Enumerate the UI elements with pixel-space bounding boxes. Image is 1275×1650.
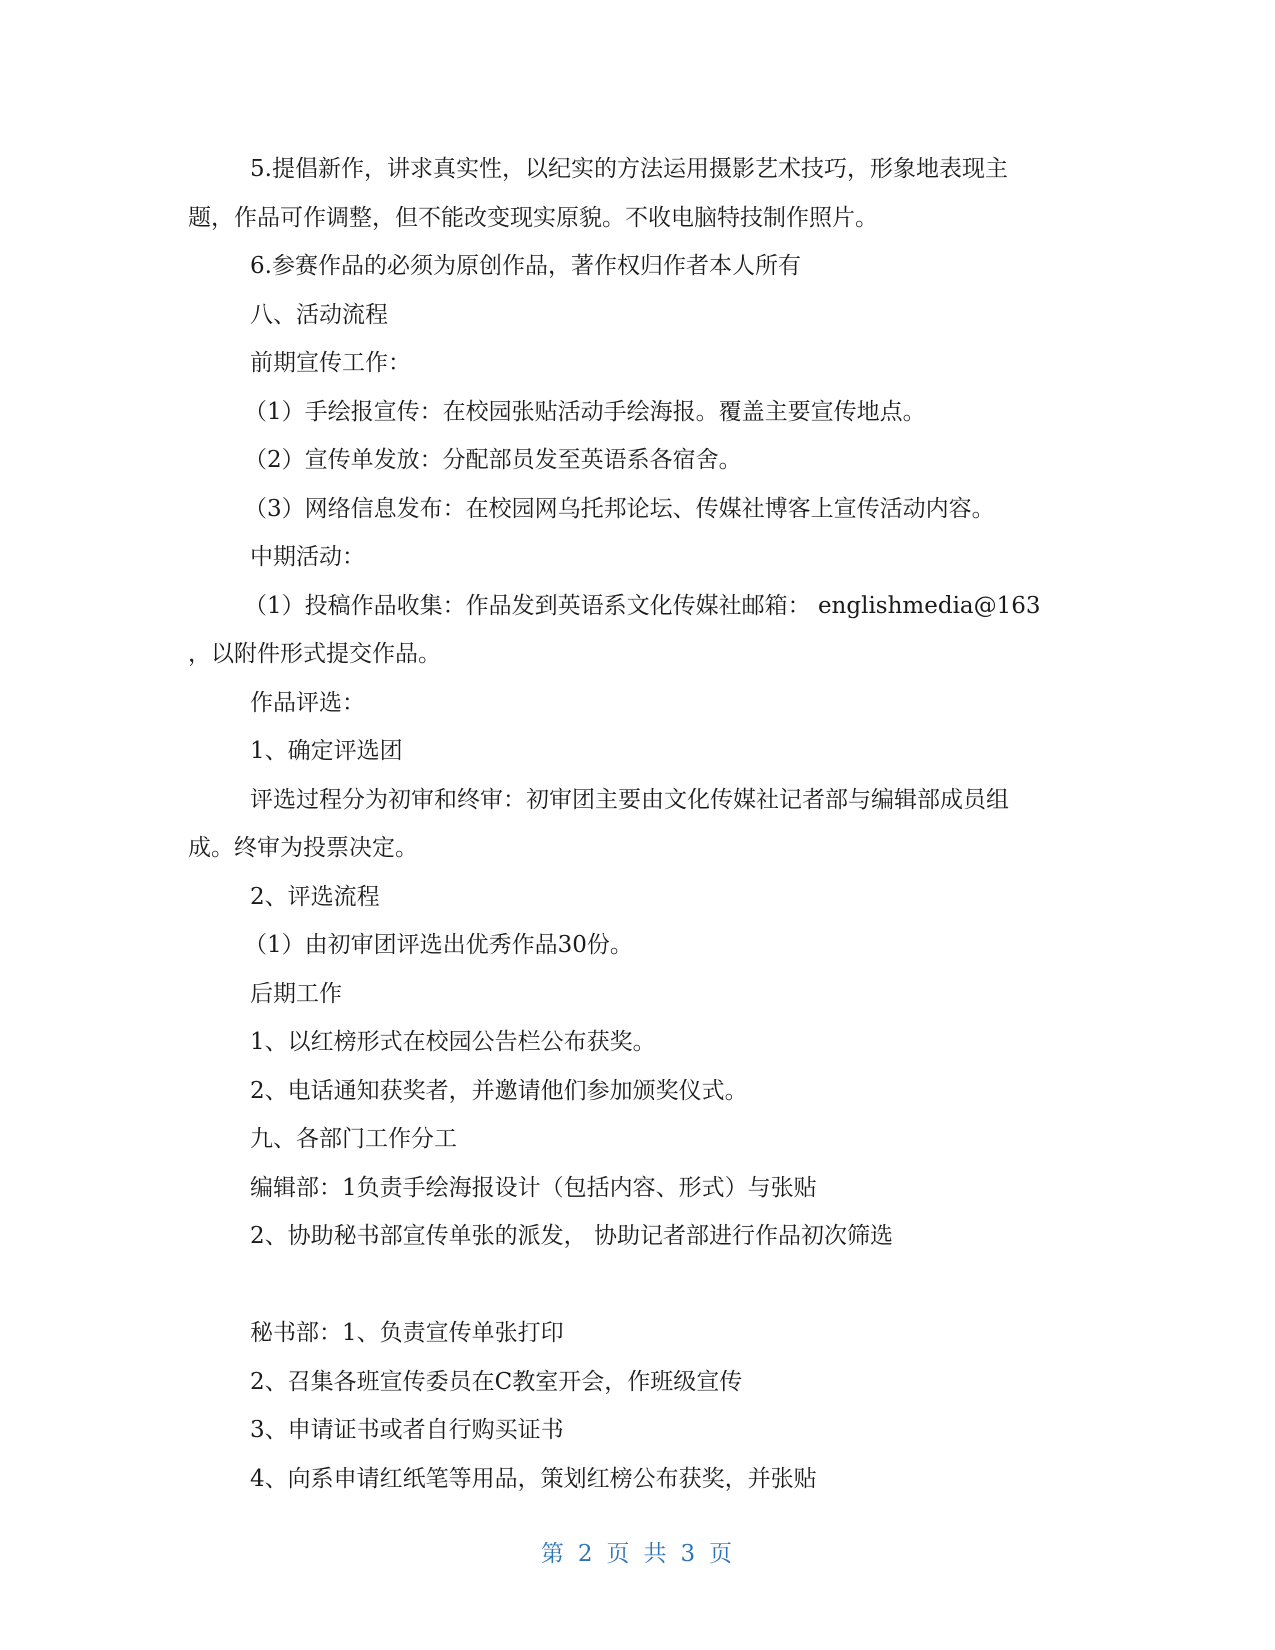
current-page-number: 2 bbox=[577, 1541, 595, 1567]
list-item: （3）网络信息发布：在校园网乌托邦论坛、传媒社博客上宣传活动内容。 bbox=[244, 495, 995, 522]
paragraph: 2、召集各班宣传委员在C教室开会，作班级宣传 bbox=[250, 1368, 743, 1395]
blank-line bbox=[188, 1261, 1073, 1310]
list-item: 1、以红榜形式在校园公告栏公布获奖。 bbox=[250, 1029, 656, 1055]
page-number-footer bbox=[0, 1535, 1275, 1568]
subsection-heading: 前期宣传工作： bbox=[250, 350, 411, 376]
list-item: 2、电话通知获奖者，并邀请他们参加颁奖仪式。 bbox=[250, 1077, 748, 1104]
list-item: 2、评选流程 bbox=[250, 883, 380, 910]
paragraph-continuation: 题，作品可作调整，但不能改变现实原貌。不收电脑特技制作照片。 bbox=[188, 204, 878, 231]
paragraph-continuation: ，以附件形式提交作品。 bbox=[188, 641, 441, 667]
document-body bbox=[188, 145, 1073, 1503]
list-item: （2）宣传单发放：分配部员发至英语系各宿舍。 bbox=[244, 447, 742, 473]
section-heading: 八、活动流程 bbox=[250, 301, 388, 328]
subsection-heading: 作品评选： bbox=[250, 689, 365, 716]
page-label-prefix: 第 bbox=[540, 1541, 566, 1567]
paragraph: 2、协助秘书部宣传单张的派发， 协助记者部进行作品初次筛选 bbox=[250, 1223, 893, 1249]
page-label-total-prefix: 共 bbox=[643, 1541, 669, 1567]
paragraph: 4、向系申请红纸笔等用品，策划红榜公布获奖，并张贴 bbox=[250, 1465, 817, 1492]
subsection-heading: 后期工作 bbox=[250, 980, 342, 1007]
paragraph: 评选过程分为初审和终审：初审团主要由文化传媒社记者部与编辑部成员组 bbox=[250, 786, 1009, 813]
paragraph: 秘书部：1、负责宣传单张打印 bbox=[250, 1320, 564, 1346]
paragraph-continuation: 成。终审为投票决定。 bbox=[188, 835, 418, 861]
paragraph: 3、申请证书或者自行购买证书 bbox=[250, 1417, 564, 1443]
subsection-heading: 中期活动： bbox=[250, 544, 365, 570]
list-item: （1）由初审团评选出优秀作品30份。 bbox=[244, 932, 633, 958]
paragraph: 6.参赛作品的必须为原创作品，著作权归作者本人所有 bbox=[250, 253, 801, 279]
page-label-suffix: 页 bbox=[709, 1541, 735, 1567]
list-item: 1、确定评选团 bbox=[250, 738, 403, 764]
paragraph: 编辑部：1负责手绘海报设计（包括内容、形式）与张贴 bbox=[250, 1174, 817, 1201]
total-pages-number: 3 bbox=[680, 1541, 698, 1567]
list-item: （1）手绘报宣传：在校园张贴活动手绘海报。覆盖主要宣传地点。 bbox=[244, 398, 926, 425]
page-label-mid: 页 bbox=[606, 1541, 632, 1567]
paragraph: 5.提倡新作，讲求真实性，以纪实的方法运用摄影艺术技巧，形象地表现主 bbox=[250, 156, 1008, 182]
section-heading: 九、各部门工作分工 bbox=[250, 1126, 457, 1152]
list-item: （1）投稿作品收集：作品发到英语系文化传媒社邮箱： englishmedia@163 bbox=[244, 592, 1041, 619]
